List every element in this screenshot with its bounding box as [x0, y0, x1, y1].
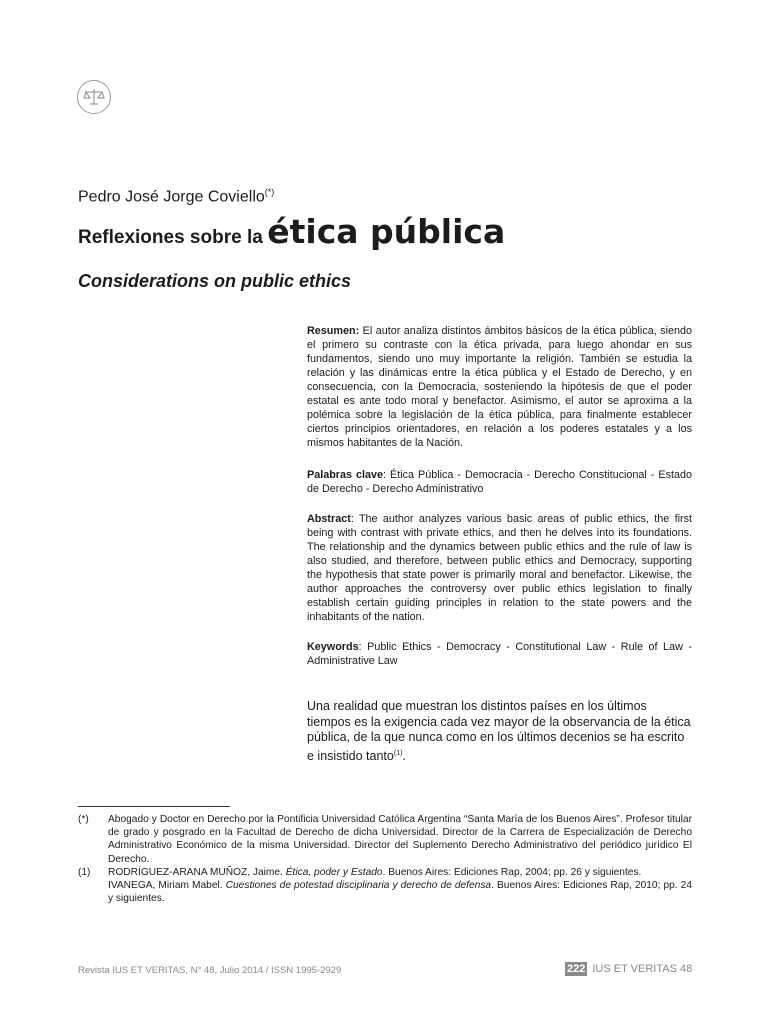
abstract-paragraph	[307, 512, 692, 624]
title-big: ética pública	[267, 212, 506, 251]
journal-info: Revista IUS ET VERITAS, N° 48, Julio 2014 / ISSN 1995-2929	[78, 965, 342, 976]
resumen-paragraph	[307, 324, 692, 450]
author-name	[78, 187, 274, 206]
resumen-label: Resumen:	[307, 325, 360, 337]
citation-title: Ética, poder y Estado	[285, 867, 383, 878]
body-paragraph	[307, 699, 692, 764]
body-text: Una realidad que muestran los distintos países en los últimos tiempos es la exigencia cada vez mayor de la observancia de la ética pública, de la que nunca como en los últimos decenios se ha escrito e insistido tanto	[307, 699, 691, 763]
author-note-marker: (*)	[264, 187, 275, 197]
footnote-ref-1: (1)	[393, 749, 403, 757]
abstract-text: : The author analyzes various basic areas of public ethics, the first being with contrast with private ethics, and then he delves into its foundations. The relationship and the dynamics between public ethics and the rule of law is also studied, and therefore, between public ethics and Democracy, supporting the hypothesis that state power is primarily moral and benefactor. Likewise, the author approaches the controversy over public ethics legislation to finally establish certain guiding principles in relation to the state powers and the inhabitants of the nation.	[307, 513, 692, 623]
footnote-text	[108, 866, 692, 906]
article-title	[78, 212, 505, 251]
abstract-label: Abstract	[307, 513, 351, 525]
keywords-text: : Public Ethics - Democracy - Constitutional Law - Rule of Law - Administrative Law	[307, 641, 692, 667]
footnote-text: Abogado y Doctor en Derecho por la Pontificia Universidad Católica Argentina “Santa María de los Buenos Aires”. Profesor titular de grado y posgrado en la Facultad de Derecho de dicha Universidad. Director de la Carrera de Especialización de Derecho Administrativo Económico de la misma Universidad. Director del Suplemento Derecho Administrativo del periódico jurídico El Derecho.	[108, 814, 692, 865]
citation-author: RODRÍGUEZ-ARANA MUÑOZ, Jaime.	[108, 867, 286, 878]
palabras-clave-label: Palabras clave	[307, 469, 384, 481]
footnote-divider	[78, 806, 230, 807]
footnote-mark: (*)	[78, 814, 89, 825]
running-footer	[565, 962, 692, 976]
page-number: 222	[567, 963, 586, 975]
citation-author: IVANEGA, Miriam Mabel.	[108, 880, 226, 892]
palabras-clave-paragraph	[307, 468, 692, 496]
running-head: IUS ET VERITAS 48	[592, 963, 693, 975]
palabras-clave-text: : Ética Pública - Democracia - Derecho Constitucional - Estado de Derecho - Derecho Administrativo	[307, 469, 692, 495]
keywords-label: Keywords	[307, 641, 359, 653]
keywords-paragraph	[307, 640, 692, 668]
scales-of-justice-icon	[77, 80, 111, 114]
citation-rest: . Buenos Aires: Ediciones Rap, 2010; pp. 24 y siguientes.	[108, 880, 692, 905]
body-end: .	[402, 748, 406, 763]
resumen-text: El autor analiza distintos ámbitos básicos de la ética pública, siendo el primero su contraste con la ética privada, para luego ahondar en sus fundamentos, siendo uno muy importante la religión. También se estudia la relación y las dinámicas entre la ética pública y el Estado de Derecho, y en consecuencia, con la Democracia, sosteniendo la hipótesis de que el poder estatal es ante todo moral y benefactor. Asimismo, el autor se aproxima a la polémica sobre la legislación de la ética pública, para finalmente establecer ciertos principios orientadores, en relación a los poderes estatales y a los mismos habitantes de la Nación.	[307, 325, 692, 449]
article-subtitle: Considerations on public ethics	[78, 271, 352, 291]
author-name-text: Pedro José Jorge Coviello	[78, 188, 265, 206]
footnote-author	[78, 813, 692, 866]
footnote-1	[78, 866, 692, 906]
citation-rest: . Buenos Aires: Ediciones Rap, 2004; pp. 26 y siguientes.	[382, 867, 642, 878]
citation-title: Cuestiones de potestad disciplinaria y derecho de defensa	[225, 880, 492, 892]
footnote-mark: (1)	[78, 867, 91, 878]
title-small: Reflexiones sobre la	[78, 227, 263, 248]
